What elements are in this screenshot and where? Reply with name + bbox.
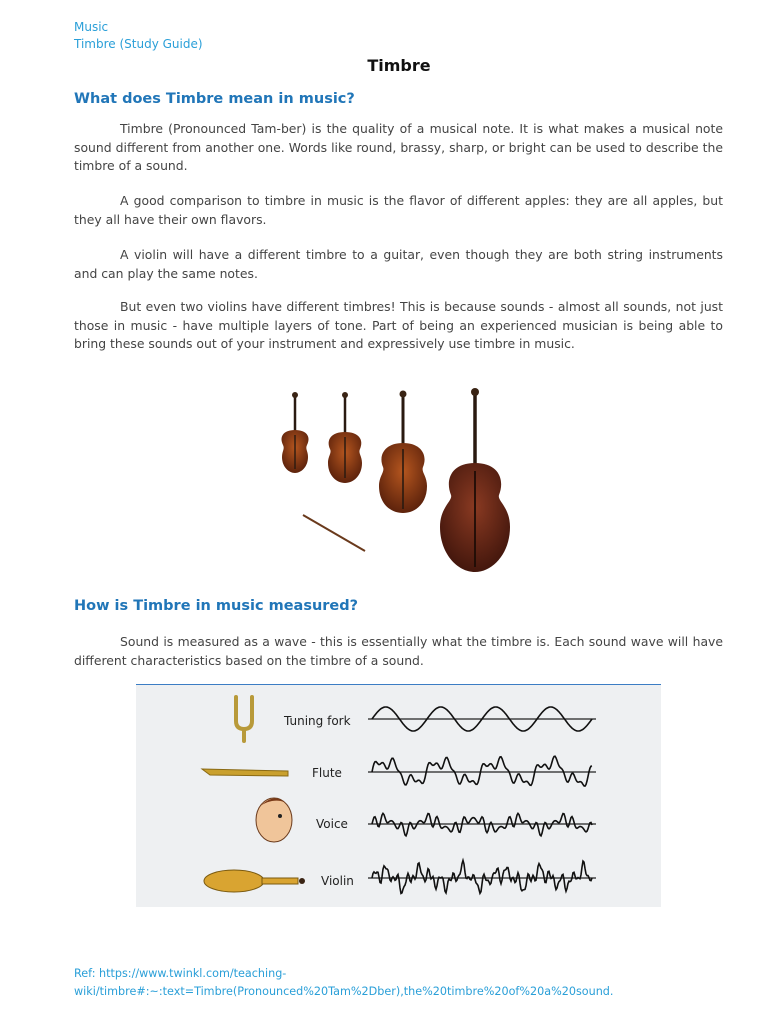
cello-icon (379, 391, 427, 514)
viola-icon (328, 392, 362, 483)
paragraph-2: A good comparison to timbre in music is the flavor of different apples: they are all apples, but they all have their own flavors. (74, 193, 723, 227)
document-header (74, 19, 203, 53)
bow-icon (303, 515, 365, 551)
flute-wave (372, 756, 592, 786)
voice-wave (372, 813, 592, 836)
wave-label-violin: Violin (321, 874, 354, 888)
reference-link[interactable]: Ref: https://www.twinkl.com/teaching-wiki/timbre#:~:text=Timbre(Pronounced%20Tam%2Dber),the%20timbre%20of%20a%20sound. (74, 967, 614, 998)
flute-icon (202, 769, 288, 776)
wave-label-tuning-fork: Tuning fork (284, 714, 351, 728)
wave-label-voice: Voice (316, 817, 348, 831)
wave-label-flute: Flute (312, 766, 342, 780)
paragraph-1: Timbre (Pronounced Tam-ber) is the quality of a musical note. It is what makes a musical note sound different from another one. Words like round, brassy, sharp, or bright can be used to describe the timbre of a sound. (74, 121, 723, 174)
tuning-fork-icon (236, 697, 252, 741)
violin-icon (282, 392, 309, 473)
violin-wave (372, 860, 592, 893)
double-bass-icon (440, 388, 510, 572)
section-heading-meaning: What does Timbre mean in music? (74, 91, 355, 107)
header-doc-title: Timbre (Study Guide) (74, 37, 203, 51)
voice-face-icon (256, 798, 292, 842)
section-heading-measured: How is Timbre in music measured? (74, 598, 359, 614)
paragraph-4: But even two violins have different timbres! This is because sounds - almost all sounds, not just those in music - have multiple layers of tone. Part of being an experienced musician is being able to bring these sounds out of your instrument and expressively use timbre in music. (74, 299, 723, 352)
paragraph-5: Sound is measured as a wave - this is essentially what the timbre is. Each sound wave will have different characteristics based on the timbre of a sound. (74, 634, 723, 668)
sound-waves-diagram (136, 684, 661, 907)
violin-icon (204, 870, 305, 892)
header-subject: Music (74, 20, 109, 34)
paragraph-3: A violin will have a different timbre to a guitar, even though they are both string instruments and can play the same notes. (74, 247, 723, 281)
page-title: Timbre (367, 56, 431, 75)
string-instruments-image (275, 385, 520, 580)
